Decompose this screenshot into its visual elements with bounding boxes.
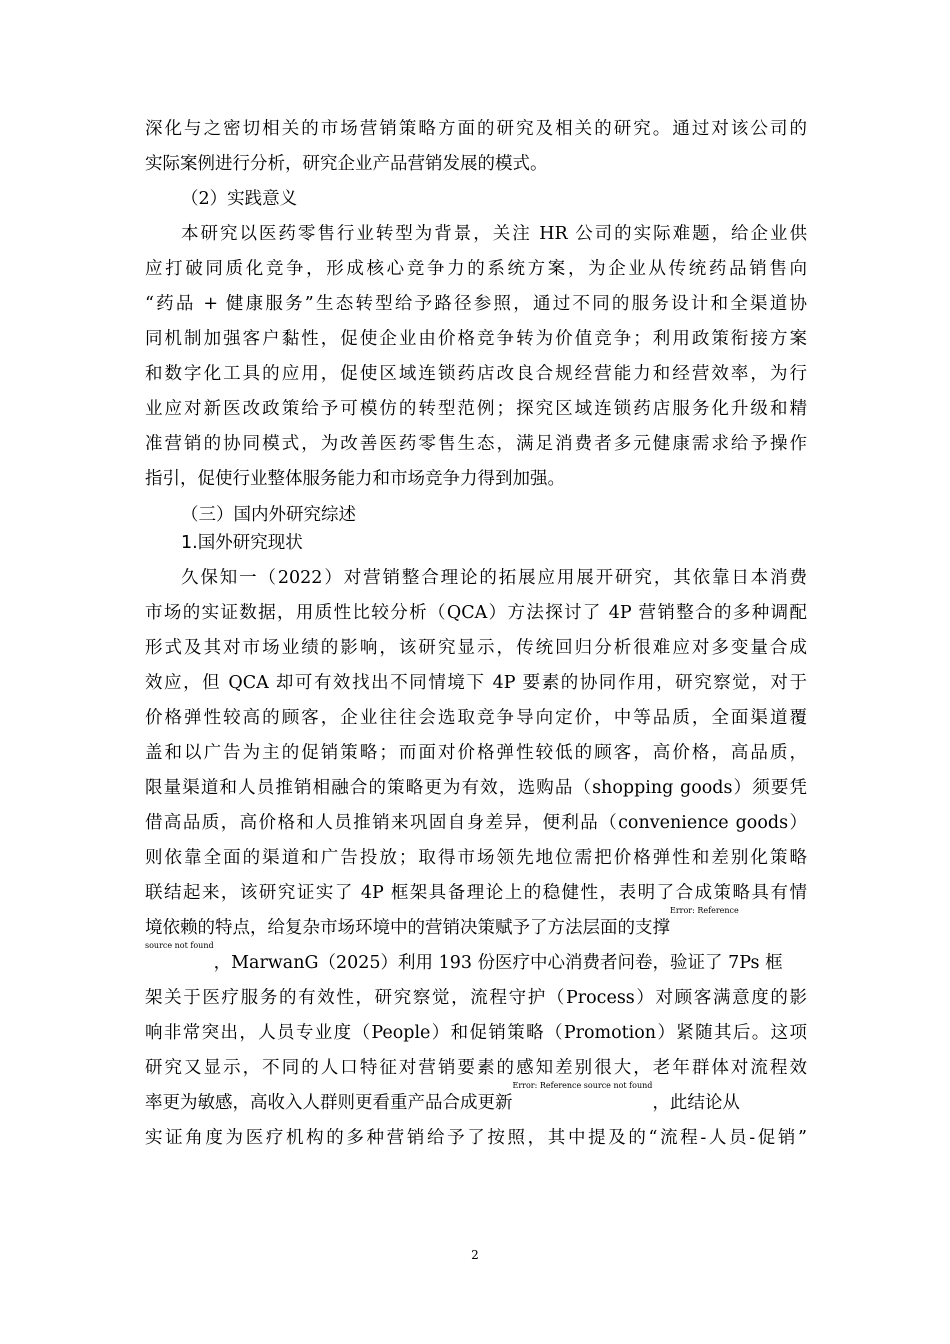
paragraph-line: 盖和以广告为主的促销策略；而面对价格弹性较低的顾客，高价格，高品质， [145, 743, 807, 763]
paragraph-line-with-reference [145, 1081, 807, 1121]
reference-error-marker: source not found [145, 941, 214, 950]
paragraph-line: 联结起来，该研究证实了 4P 框架具备理论上的稳健性，表明了合成策略具有情 [145, 883, 807, 903]
paragraph-line: 深化与之密切相关的市场营销策略方面的研究及相关的研究。通过对该公司的 [145, 119, 807, 139]
paragraph-line-with-reference [145, 941, 807, 981]
paragraph-line: 本研究以医药零售行业转型为背景，关注 HR 公司的实际难题，给企业供 [181, 224, 807, 244]
paragraph-line: 价格弹性较高的顾客，企业往往会选取竞争导向定价，中等品质，全面渠道覆 [145, 708, 807, 728]
paragraph-line: 同机制加强客户黏性，促使企业由价格竞争转为价值竞争；利用政策衔接方案 [145, 329, 807, 349]
paragraph-line: 借高品质，高价格和人员推销来巩固自身差异，便利品（convenience goods） [145, 813, 807, 833]
paragraph-line: 研究又显示，不同的人口特征对营销要素的感知差别很大，老年群体对流程效 [145, 1058, 807, 1078]
reference-error-marker: Error: Reference [670, 906, 739, 915]
paragraph-line: 指引，促使行业整体服务能力和市场竞争力得到加强。 [145, 469, 565, 489]
paragraph-line-with-reference [145, 906, 807, 946]
paragraph-text: ，MarwanG（2025）利用 193 份医疗中心消费者问卷，验证了 7Ps 框 [213, 953, 783, 973]
page-body [145, 112, 807, 1156]
paragraph-line: 久保知一（2022）对营销整合理论的拓展应用展开研究，其依靠日本消费 [181, 568, 807, 588]
paragraph-text: 境依赖的特点，给复杂市场环境中的营销决策赋予了方法层面的支撑 [145, 918, 670, 938]
paragraph-text: 率更为敏感，高收入人群则更看重产品合成更新 [145, 1093, 513, 1113]
section-heading: （三）国内外研究综述 [181, 505, 356, 525]
paragraph-line: 业应对新医改政策给予可模仿的转型范例；探究区域连锁药店服务化升级和精 [145, 399, 807, 419]
paragraph-line: 实证角度为医疗机构的多种营销给予了按照，其中提及的“流程-人员-促销” [145, 1128, 807, 1148]
paragraph-line: 响非常突出，人员专业度（People）和促销策略（Promotion）紧随其后。这项 [145, 1023, 807, 1043]
subheading-practical-significance: （2）实践意义 [181, 189, 298, 209]
subsection-heading: 1.国外研究现状 [181, 533, 303, 553]
paragraph-line: 市场的实证数据，用质性比较分析（QCA）方法探讨了 4P 营销整合的多种调配 [145, 603, 807, 623]
paragraph-line: 实际案例进行分析，研究企业产品营销发展的模式。 [145, 154, 548, 174]
reference-error-marker: Error: Reference source not found [512, 1081, 653, 1090]
paragraph-line: 和数字化工具的应用，促使区域连锁药店改良合规经营能力和经营效率，为行 [145, 364, 807, 384]
paragraph-line: “药品 + 健康服务”生态转型给予路径参照，通过不同的服务设计和全渠道协 [145, 294, 807, 314]
paragraph-line: 限量渠道和人员推销相融合的策略更为有效，选购品（shopping goods）须要凭 [145, 778, 807, 798]
paragraph-line: 形式及其对市场业绩的影响，该研究显示，传统回归分析很难应对多变量合成 [145, 638, 807, 658]
paragraph-line: 准营销的协同模式，为改善医药零售生态，满足消费者多元健康需求给予操作 [145, 434, 807, 454]
paragraph-line: 效应，但 QCA 却可有效找出不同情境下 4P 要素的协同作用，研究察觉，对于 [145, 673, 807, 693]
paragraph-text: ，此结论从 [652, 1093, 740, 1113]
paragraph-line: 则依靠全面的渠道和广告投放；取得市场领先地位需把价格弹性和差别化策略 [145, 848, 807, 868]
paragraph-line: 应打破同质化竞争，形成核心竞争力的系统方案，为企业从传统药品销售向 [145, 259, 807, 279]
page-number: 2 [471, 1248, 479, 1262]
paragraph-line: 架关于医疗服务的有效性，研究察觉，流程守护（Process）对顾客满意度的影 [145, 988, 807, 1008]
